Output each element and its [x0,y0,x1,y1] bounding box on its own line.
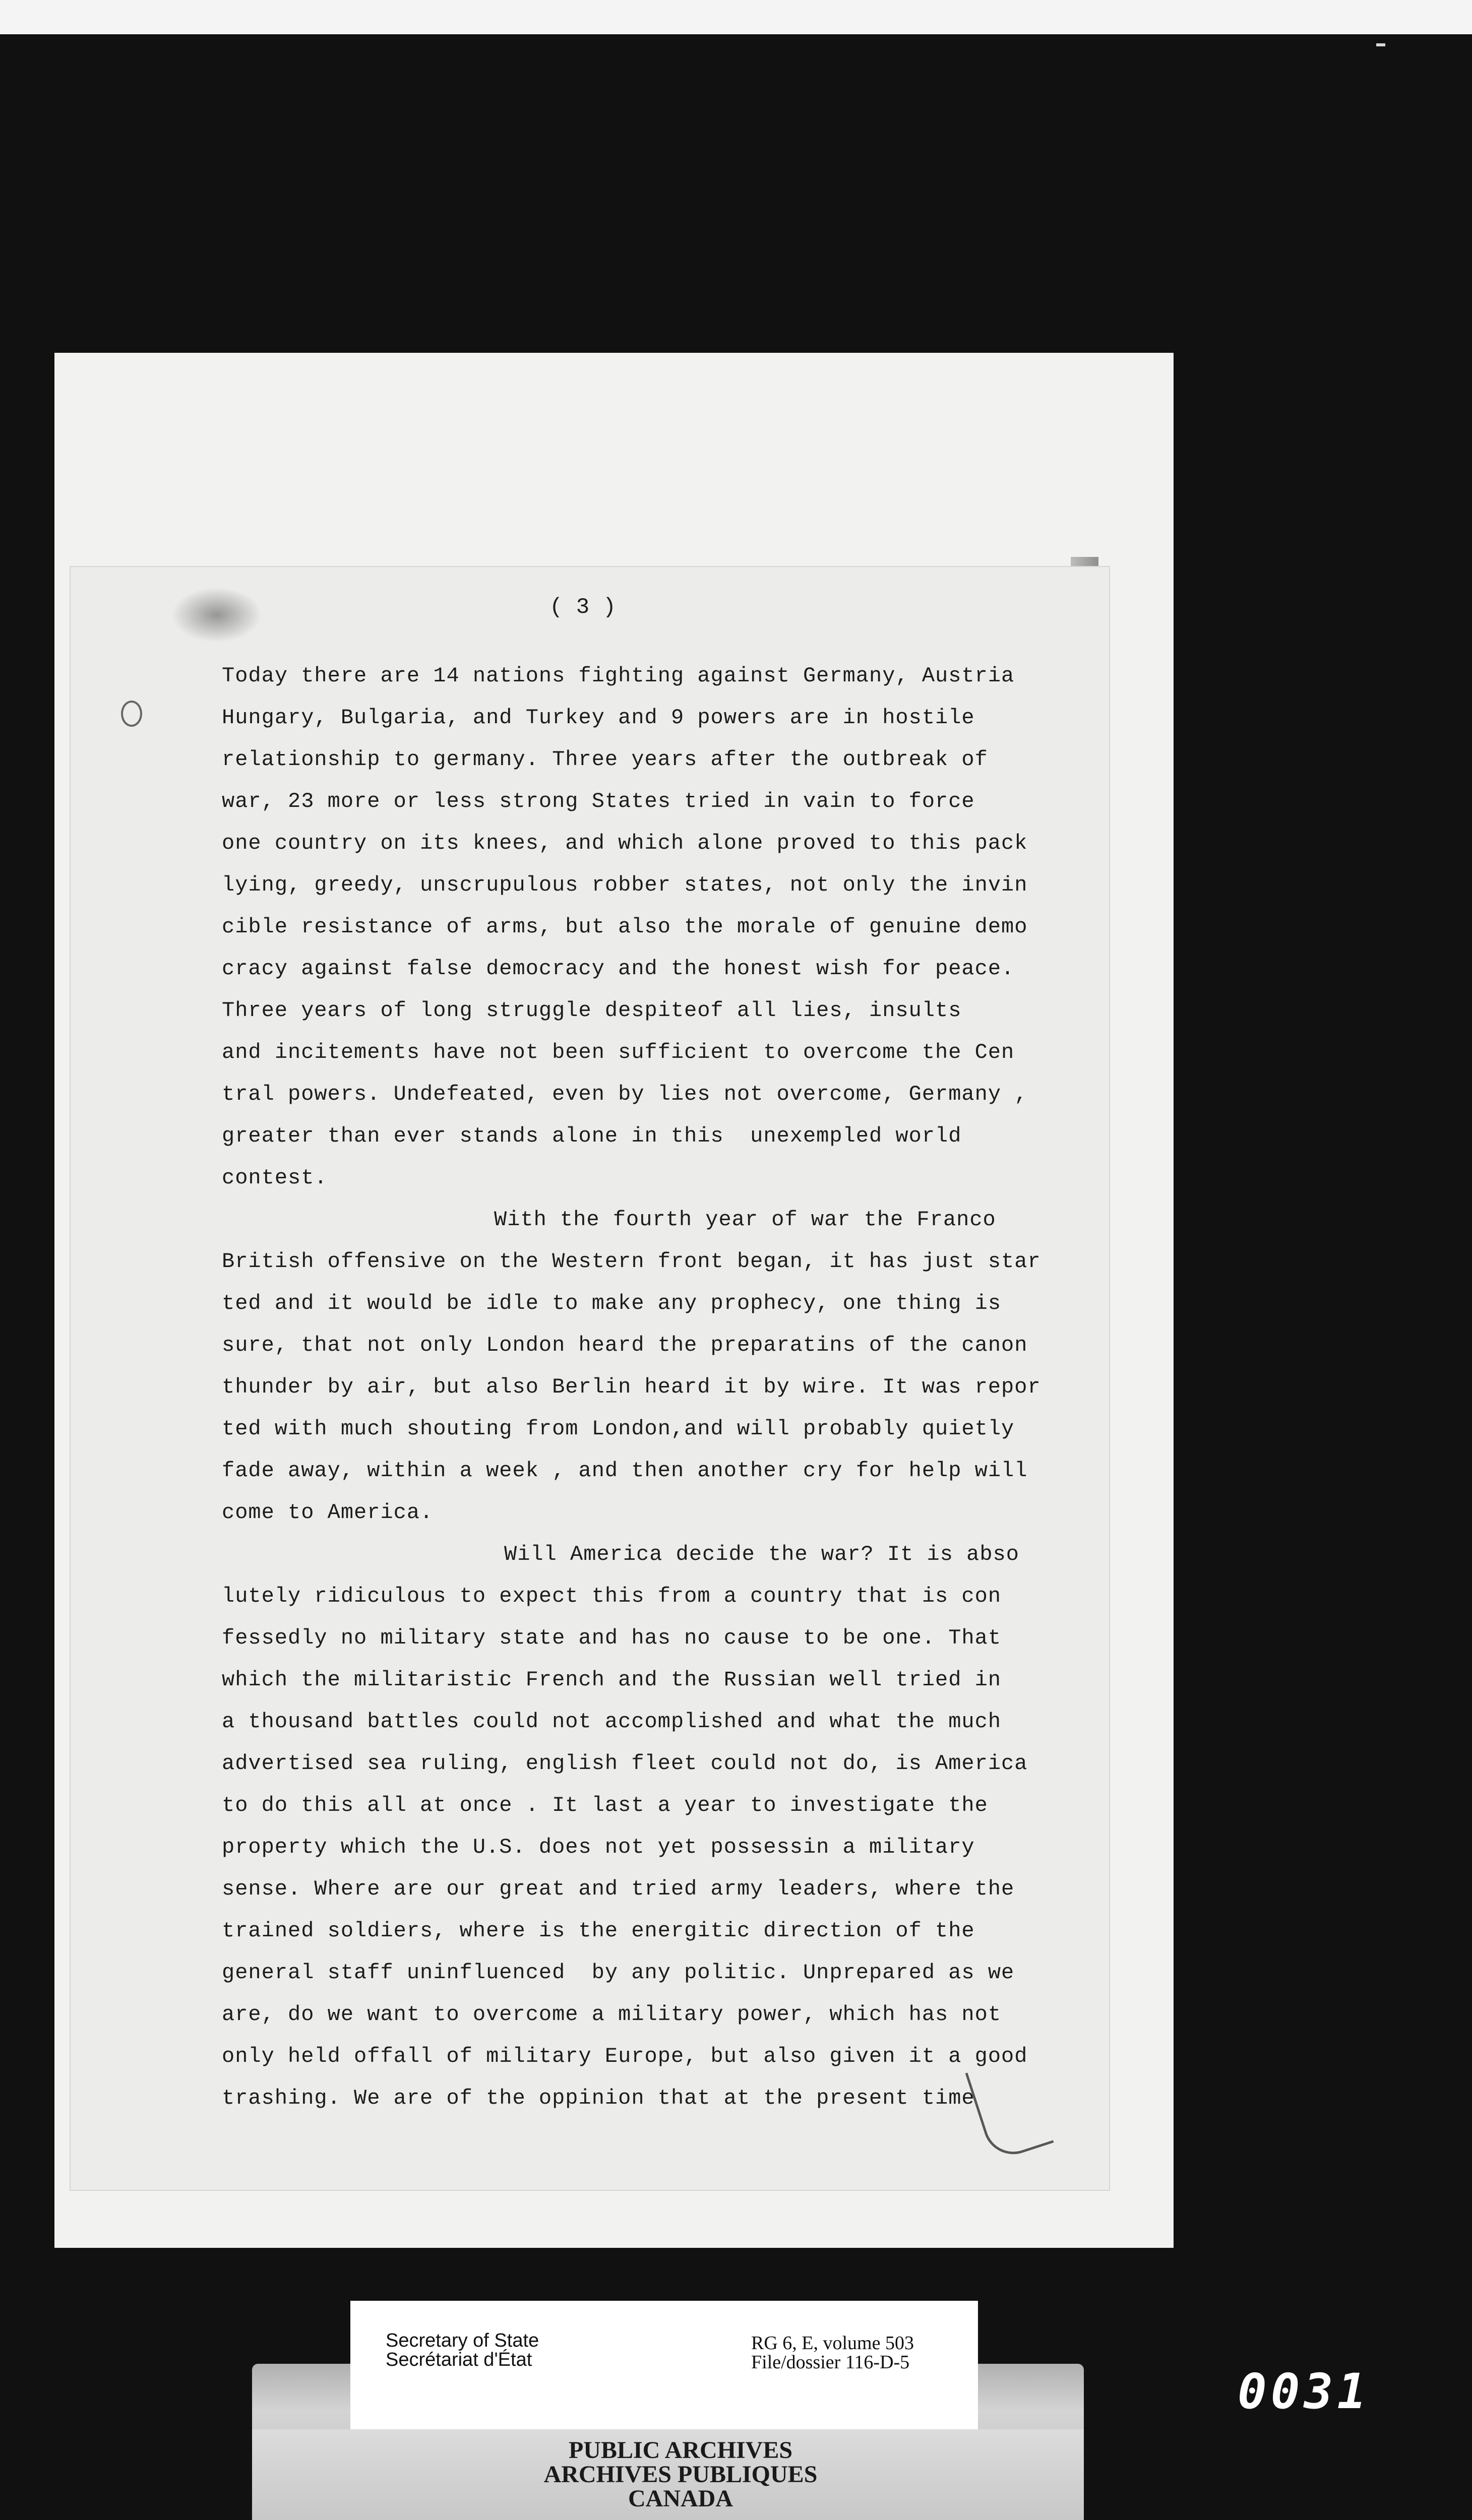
text-line: a thousand battles could not accomplished and what the much [222,1710,1002,1734]
department-english: Secretary of State [386,2330,539,2351]
text-line: cracy against false democracy and the honest wish for peace. [222,957,1015,981]
text-line: greater than ever stands alone in this unexempled world [222,1124,962,1148]
record-group: RG 6, E, volume 503 [751,2333,914,2354]
department-french: Secrétariat d'État [386,2349,532,2370]
text-line: are, do we want to overcome a military power, which has not [222,2002,1002,2027]
text-line: thunder by air, but also Berlin heard it by wire. It was repor [222,1375,1041,1399]
file-dossier: File/dossier 116-D-5 [751,2352,910,2373]
text-line: ted and it would be idle to make any prophecy, one thing is [222,1291,1002,1315]
text-line: Will America decide the war? It is abso [504,1542,1019,1566]
text-line: British offensive on the Western front began, it has just star [222,1249,1041,1274]
archives-stamp [499,2438,862,2511]
text-line: relationship to germany. Three years after the outbreak of [222,747,988,772]
archive-label-reference [751,2334,914,2372]
archive-label-department [386,2331,539,2369]
text-line: come to America. [222,1500,434,1525]
text-line: Hungary, Bulgaria, and Turkey and 9 powers are in hostile [222,706,975,730]
text-line: Today there are 14 nations fighting against Germany, Austria [222,664,1015,688]
text-line: sense. Where are our great and tried army leaders, where the [222,1877,1015,1901]
text-line: trashing. We are of the oppinion that at the present time [222,2086,975,2110]
text-line: contest. [222,1166,328,1190]
stamp-line-english: PUBLIC ARCHIVES [568,2437,793,2464]
ink-smudge [171,587,262,643]
text-line: ted with much shouting from London,and will probably quietly [222,1417,1015,1441]
text-line: general staff uninfluenced by any politic. Unprepared as we [222,1961,1015,1985]
text-line: war, 23 more or less strong States tried in vain to force [222,789,975,813]
typed-body-text [222,655,1049,2119]
text-line: Three years of long struggle despiteof all lies, insults [222,998,962,1023]
text-line: and incitements have not been sufficient to overcome the Cen [222,1040,1015,1064]
frame-counter: 0031 [1238,2363,1371,2420]
film-mark [1376,43,1385,46]
text-line: lutely ridiculous to expect this from a country that is con [222,1584,1002,1608]
text-line: advertised sea ruling, english fleet could not do, is America [222,1751,1028,1776]
stamp-line-french: ARCHIVES PUBLIQUES [543,2461,818,2488]
text-line: only held offall of military Europe, but also given it a good [222,2044,1028,2068]
text-line: fessedly no military state and has no cause to be one. That [222,1626,1002,1650]
text-line: one country on its knees, and which alone proved to this pack [222,831,1028,855]
text-line: trained soldiers, where is the energitic direction of the [222,1919,975,1943]
stamp-line-country: CANADA [628,2485,733,2512]
scanner-top-strip [0,0,1472,34]
page-number: ( 3 ) [549,595,617,620]
text-line: With the fourth year of war the Franco [494,1208,996,1232]
text-line: cible resistance of arms, but also the morale of genuine demo [222,915,1028,939]
text-line: which the militaristic French and the Russian well tried in [222,1668,1002,1692]
punch-hole [121,701,142,727]
text-line: fade away, within a week , and then another cry for help will [222,1459,1028,1483]
text-line: tral powers. Undefeated, even by lies not overcome, Germany , [222,1082,1028,1106]
text-line: property which the U.S. does not yet possessin a military [222,1835,975,1859]
text-line: to do this all at once . It last a year to investigate the [222,1793,988,1817]
text-line: lying, greedy, unscrupulous robber states, not only the invin [222,873,1028,897]
text-line: sure, that not only London heard the preparatins of the canon [222,1333,1028,1357]
